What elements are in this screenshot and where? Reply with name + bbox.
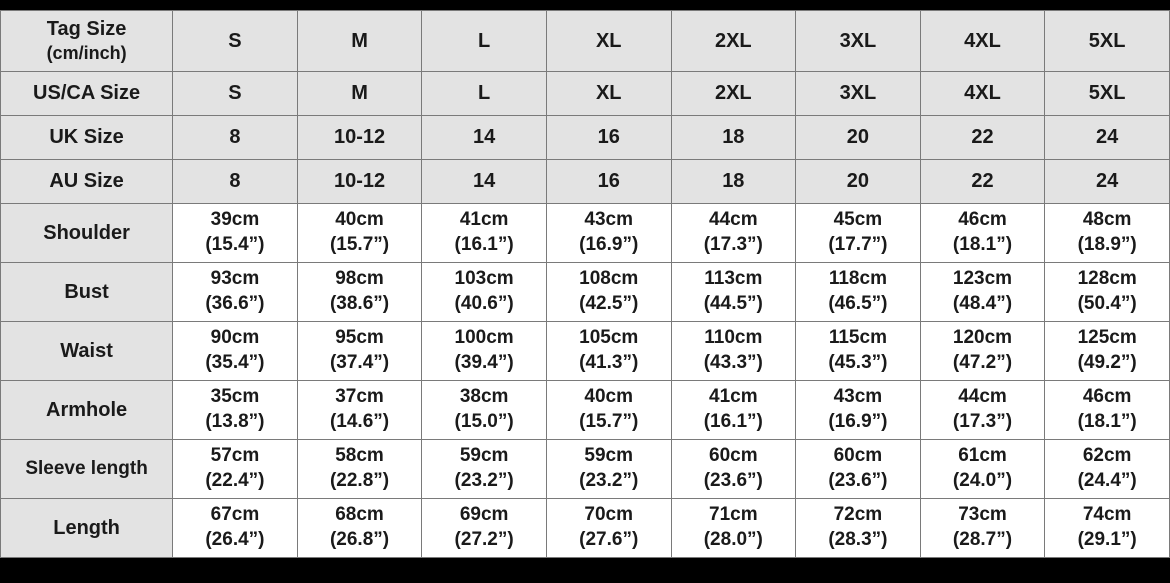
cell-au-size-2xl: 18 — [671, 160, 796, 204]
cell-waist-s — [173, 322, 298, 381]
value-cm: 46cm — [958, 209, 1007, 231]
table-row-uk-size — [1, 116, 1170, 160]
cell-length-l — [422, 499, 547, 558]
cell-bust-2xl — [671, 263, 796, 322]
cell-bust-xl — [546, 263, 671, 322]
cell-sleeve-length-4xl — [920, 440, 1045, 499]
value-cm: 90cm — [210, 327, 260, 349]
value-inch: (16.1”) — [703, 411, 763, 432]
value-cm: 58cm — [335, 445, 384, 467]
value-cm: 108cm — [579, 268, 639, 290]
value-inch: (28.3”) — [828, 529, 888, 550]
cell-waist-m — [297, 322, 422, 381]
value-inch: (47.2”) — [952, 352, 1013, 373]
value-cm: 61cm — [958, 445, 1007, 467]
value-cm: 67cm — [210, 504, 260, 526]
value-cm: 40cm — [584, 386, 634, 408]
cell-us-ca-size-2xl: 2XL — [671, 72, 796, 116]
value-inch: (16.1”) — [454, 234, 514, 255]
value-cm: 59cm — [584, 445, 634, 467]
cell-armhole-5xl — [1045, 381, 1170, 440]
cell-uk-size-5xl: 24 — [1045, 116, 1170, 160]
cell-tag-size-5xl: 5XL — [1045, 11, 1170, 72]
value-cm: 57cm — [210, 445, 260, 467]
cell-tag-size-2xl: 2XL — [671, 11, 796, 72]
cell-tag-size-m: M — [297, 11, 422, 72]
value-cm: 44cm — [958, 386, 1007, 408]
cell-sleeve-length-5xl — [1045, 440, 1170, 499]
table-row-us-ca-size — [1, 72, 1170, 116]
cell-uk-size-xl: 16 — [546, 116, 671, 160]
value-inch: (24.0”) — [952, 470, 1013, 491]
cell-shoulder-s — [173, 204, 298, 263]
row-label-bust: Bust — [1, 263, 173, 322]
value-cm: 72cm — [833, 504, 883, 526]
cell-us-ca-size-4xl: 4XL — [920, 72, 1045, 116]
cell-uk-size-3xl: 20 — [796, 116, 921, 160]
value-cm: 39cm — [210, 209, 260, 231]
table-row-tag-size — [1, 11, 1170, 72]
value-cm: 103cm — [454, 268, 514, 290]
cell-armhole-4xl — [920, 381, 1045, 440]
value-cm: 41cm — [459, 209, 509, 231]
table-row-armhole — [1, 381, 1170, 440]
cell-uk-size-l: 14 — [422, 116, 547, 160]
value-inch: (27.6”) — [579, 529, 639, 550]
value-cm: 120cm — [952, 327, 1013, 349]
value-cm: 73cm — [958, 504, 1007, 526]
value-cm: 113cm — [704, 268, 763, 290]
value-inch: (26.4”) — [205, 529, 265, 550]
value-inch: (50.4”) — [1077, 293, 1137, 314]
value-inch: (23.6”) — [828, 470, 888, 491]
row-label-tag-size-line2: (cm/inch) — [46, 43, 127, 64]
value-inch: (18.9”) — [1077, 234, 1137, 255]
value-cm: 125cm — [1077, 327, 1137, 349]
value-inch: (17.7”) — [828, 234, 888, 255]
row-label-shoulder: Shoulder — [1, 204, 173, 263]
value-cm: 45cm — [833, 209, 883, 231]
value-inch: (23.6”) — [703, 470, 763, 491]
value-cm: 43cm — [584, 209, 634, 231]
table-row-sleeve-length — [1, 440, 1170, 499]
value-inch: (49.2”) — [1077, 352, 1137, 373]
row-label-length: Length — [1, 499, 173, 558]
value-inch: (14.6”) — [329, 411, 390, 432]
cell-length-3xl — [796, 499, 921, 558]
value-inch: (39.4”) — [454, 352, 514, 373]
cell-us-ca-size-s: S — [173, 72, 298, 116]
value-cm: 60cm — [709, 445, 758, 467]
value-cm: 98cm — [335, 268, 384, 290]
value-cm: 37cm — [335, 386, 384, 408]
cell-waist-2xl — [671, 322, 796, 381]
cell-us-ca-size-5xl: 5XL — [1045, 72, 1170, 116]
value-inch: (17.3”) — [952, 411, 1013, 432]
cell-tag-size-s: S — [173, 11, 298, 72]
cell-us-ca-size-l: L — [422, 72, 547, 116]
row-label-tag-size-line1: Tag Size — [46, 18, 127, 41]
value-cm: 69cm — [459, 504, 509, 526]
value-inch: (42.5”) — [579, 293, 639, 314]
cell-armhole-m — [297, 381, 422, 440]
cell-au-size-m: 10-12 — [297, 160, 422, 204]
value-cm: 128cm — [1077, 268, 1137, 290]
value-cm: 105cm — [579, 327, 639, 349]
cell-shoulder-4xl — [920, 204, 1045, 263]
value-inch: (13.8”) — [205, 411, 265, 432]
cell-armhole-l — [422, 381, 547, 440]
value-cm: 71cm — [709, 504, 758, 526]
value-cm: 46cm — [1082, 386, 1132, 408]
value-cm: 68cm — [335, 504, 384, 526]
cell-us-ca-size-3xl: 3XL — [796, 72, 921, 116]
value-inch: (22.4”) — [205, 470, 265, 491]
cell-shoulder-l — [422, 204, 547, 263]
value-inch: (28.0”) — [703, 529, 763, 550]
cell-tag-size-4xl: 4XL — [920, 11, 1045, 72]
cell-length-4xl — [920, 499, 1045, 558]
cell-length-xl — [546, 499, 671, 558]
value-inch: (22.8”) — [329, 470, 390, 491]
value-inch: (23.2”) — [454, 470, 514, 491]
table-row-shoulder — [1, 204, 1170, 263]
row-label-sleeve-length: Sleeve length — [1, 440, 173, 499]
cell-uk-size-4xl: 22 — [920, 116, 1045, 160]
cell-au-size-l: 14 — [422, 160, 547, 204]
cell-au-size-s: 8 — [173, 160, 298, 204]
cell-sleeve-length-3xl — [796, 440, 921, 499]
row-label-waist: Waist — [1, 322, 173, 381]
table-row-waist — [1, 322, 1170, 381]
row-label-au-size: AU Size — [1, 160, 173, 204]
value-inch: (38.6”) — [329, 293, 390, 314]
cell-uk-size-s: 8 — [173, 116, 298, 160]
cell-shoulder-2xl — [671, 204, 796, 263]
row-label-armhole: Armhole — [1, 381, 173, 440]
cell-us-ca-size-xl: XL — [546, 72, 671, 116]
value-cm: 118cm — [828, 268, 887, 290]
value-inch: (15.7”) — [329, 234, 390, 255]
value-cm: 110cm — [704, 327, 763, 349]
cell-waist-xl — [546, 322, 671, 381]
value-inch: (44.5”) — [703, 293, 763, 314]
table-row-length — [1, 499, 1170, 558]
value-inch: (27.2”) — [454, 529, 514, 550]
cell-length-5xl — [1045, 499, 1170, 558]
cell-armhole-xl — [546, 381, 671, 440]
cell-uk-size-m: 10-12 — [297, 116, 422, 160]
row-label-uk-size: UK Size — [1, 116, 173, 160]
value-inch: (15.7”) — [579, 411, 639, 432]
cell-waist-l — [422, 322, 547, 381]
value-inch: (41.3”) — [579, 352, 639, 373]
value-inch: (35.4”) — [205, 352, 265, 373]
value-inch: (28.7”) — [952, 529, 1013, 550]
value-cm: 60cm — [833, 445, 883, 467]
cell-au-size-3xl: 20 — [796, 160, 921, 204]
value-inch: (23.2”) — [579, 470, 639, 491]
cell-sleeve-length-l — [422, 440, 547, 499]
cell-waist-5xl — [1045, 322, 1170, 381]
table-row-bust — [1, 263, 1170, 322]
cell-bust-m — [297, 263, 422, 322]
cell-us-ca-size-m: M — [297, 72, 422, 116]
value-cm: 95cm — [335, 327, 384, 349]
value-inch: (15.4”) — [205, 234, 265, 255]
value-inch: (45.3”) — [828, 352, 888, 373]
cell-tag-size-xl: XL — [546, 11, 671, 72]
size-chart-container — [0, 10, 1170, 558]
cell-armhole-s — [173, 381, 298, 440]
value-cm: 38cm — [459, 386, 509, 408]
size-chart-table — [0, 10, 1170, 558]
value-cm: 59cm — [459, 445, 509, 467]
value-cm: 40cm — [335, 209, 384, 231]
cell-length-m — [297, 499, 422, 558]
cell-bust-4xl — [920, 263, 1045, 322]
value-inch: (16.9”) — [579, 234, 639, 255]
cell-bust-3xl — [796, 263, 921, 322]
cell-shoulder-5xl — [1045, 204, 1170, 263]
value-inch: (18.1”) — [1077, 411, 1137, 432]
cell-shoulder-xl — [546, 204, 671, 263]
cell-uk-size-2xl: 18 — [671, 116, 796, 160]
value-inch: (48.4”) — [952, 293, 1013, 314]
cell-sleeve-length-xl — [546, 440, 671, 499]
cell-sleeve-length-2xl — [671, 440, 796, 499]
cell-au-size-xl: 16 — [546, 160, 671, 204]
cell-bust-l — [422, 263, 547, 322]
cell-armhole-3xl — [796, 381, 921, 440]
value-cm: 48cm — [1082, 209, 1132, 231]
value-cm: 43cm — [833, 386, 883, 408]
value-cm: 74cm — [1082, 504, 1132, 526]
cell-shoulder-3xl — [796, 204, 921, 263]
value-cm: 123cm — [952, 268, 1013, 290]
value-inch: (36.6”) — [205, 293, 265, 314]
cell-armhole-2xl — [671, 381, 796, 440]
cell-au-size-5xl: 24 — [1045, 160, 1170, 204]
cell-au-size-4xl: 22 — [920, 160, 1045, 204]
value-inch: (16.9”) — [828, 411, 888, 432]
cell-sleeve-length-s — [173, 440, 298, 499]
value-cm: 62cm — [1082, 445, 1132, 467]
value-cm: 44cm — [709, 209, 758, 231]
row-label-tag-size — [1, 11, 173, 72]
value-cm: 35cm — [210, 386, 260, 408]
value-inch: (40.6”) — [454, 293, 514, 314]
cell-tag-size-3xl: 3XL — [796, 11, 921, 72]
value-inch: (26.8”) — [329, 529, 390, 550]
value-inch: (43.3”) — [703, 352, 763, 373]
value-cm: 100cm — [454, 327, 514, 349]
cell-bust-5xl — [1045, 263, 1170, 322]
value-inch: (46.5”) — [828, 293, 888, 314]
cell-shoulder-m — [297, 204, 422, 263]
cell-waist-3xl — [796, 322, 921, 381]
value-cm: 41cm — [709, 386, 758, 408]
value-inch: (29.1”) — [1077, 529, 1137, 550]
value-inch: (15.0”) — [454, 411, 514, 432]
cell-length-2xl — [671, 499, 796, 558]
value-inch: (24.4”) — [1077, 470, 1137, 491]
row-label-us-ca-size: US/CA Size — [1, 72, 173, 116]
cell-sleeve-length-m — [297, 440, 422, 499]
cell-length-s — [173, 499, 298, 558]
value-cm: 115cm — [828, 327, 887, 349]
value-cm: 70cm — [584, 504, 634, 526]
cell-tag-size-l: L — [422, 11, 547, 72]
value-inch: (37.4”) — [329, 352, 390, 373]
value-inch: (18.1”) — [952, 234, 1013, 255]
cell-bust-s — [173, 263, 298, 322]
table-row-au-size — [1, 160, 1170, 204]
value-cm: 93cm — [210, 268, 260, 290]
value-inch: (17.3”) — [703, 234, 763, 255]
cell-waist-4xl — [920, 322, 1045, 381]
